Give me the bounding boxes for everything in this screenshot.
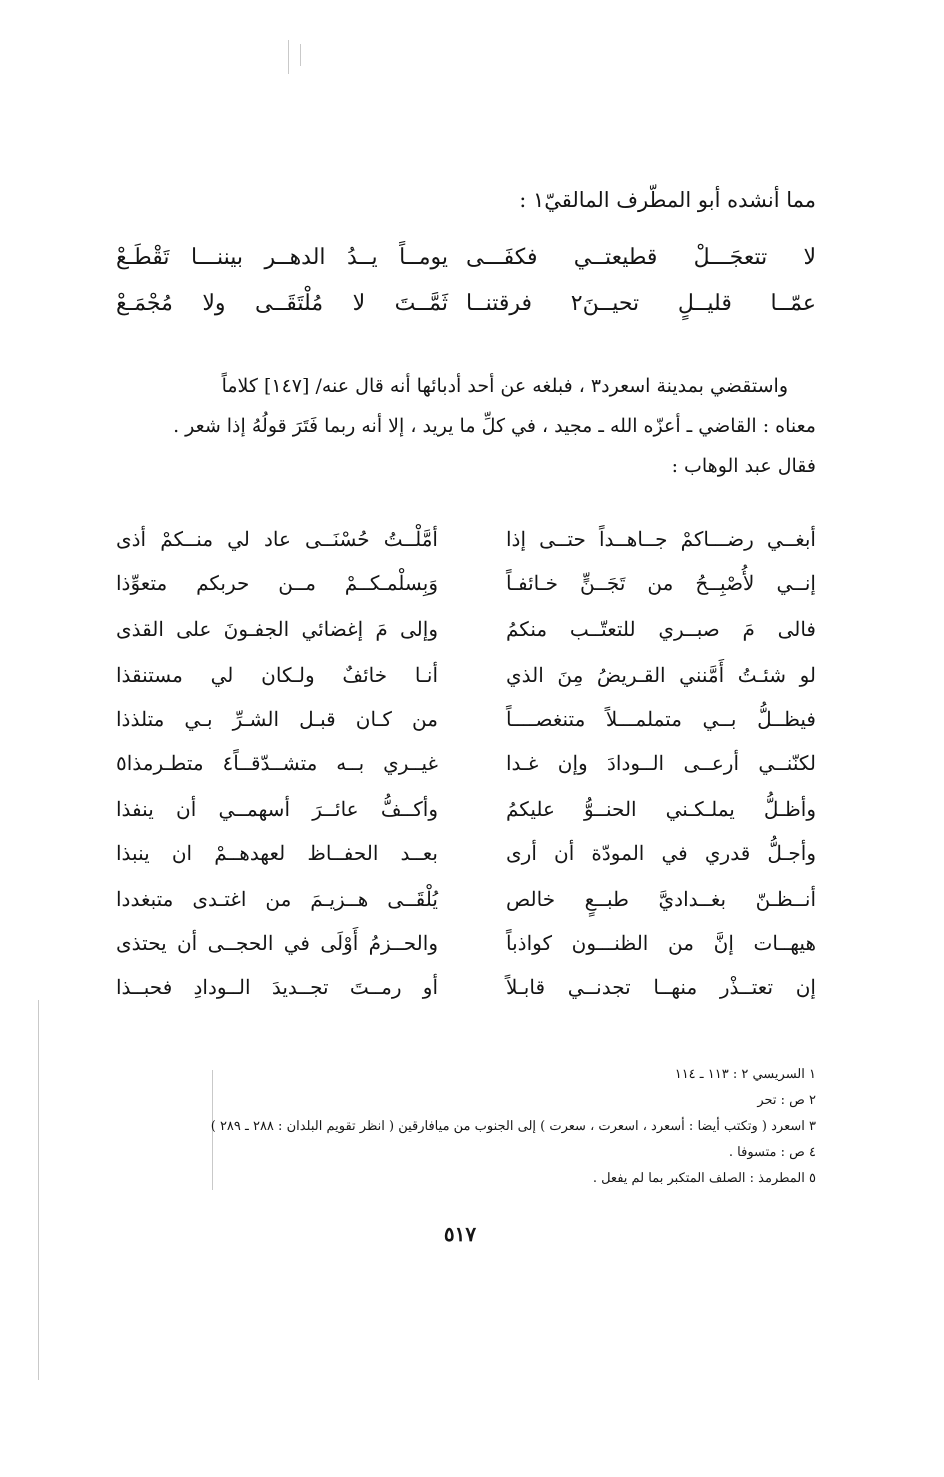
scan-artifact	[300, 44, 301, 66]
verse-first-hemistich: أنــظـنّ بغــداديَّ طبــعٍ خالص	[506, 887, 816, 911]
verse-first-hemistich: لو شئـتُ أَمَّنني القـريضُ مِنَ الذي	[506, 663, 816, 687]
verse-second-hemistich: يُلْقَــى هــزيـمَ من اغتـدى متبغددا	[116, 887, 438, 911]
prose-line: واستقضي بمدينة اسعرد٣ ، فبلغه عن أحد أدبائها أنه قال عنه/ [١٤٧] كلاماً	[221, 375, 788, 397]
poem-line	[116, 566, 816, 600]
verse-second-hemistich: ثَمَّــتَ لا مُلْتَقَــى ولا مُجْمَـعْ	[116, 291, 448, 316]
poem-line	[116, 522, 816, 556]
verse-first-hemistich: لا تتعجَـــلْ قطيعتــي فكفَـــى	[466, 245, 816, 270]
poem-line	[116, 792, 816, 826]
verse-first-hemistich: لكنّنــي أرعــى الــودادَ وإن غـدا	[506, 751, 816, 775]
scan-artifact	[288, 40, 289, 74]
prose-line: فقال عبد الوهاب :	[671, 455, 816, 477]
verse-second-hemistich: أمَّلْــتُ حُسْنَــى عاد لي منــكمْ أذى	[116, 527, 438, 551]
verse-second-hemistich: من كـان قبـل الشـرِّ بـي متلذذا	[116, 707, 438, 731]
poem-line	[116, 658, 816, 692]
poem-line	[116, 702, 816, 736]
verse-second-hemistich: وأكــفُّ عائــرَ أسهمــي أن ينفذا	[116, 797, 438, 821]
poem-line	[116, 612, 816, 646]
poem-intro: مما أنشده أبو المطّرف المالقيّ١ :	[519, 188, 816, 212]
scan-artifact	[38, 1000, 39, 1380]
verse-second-hemistich: أنـا خائفٌ ولـكان لي مستنقذا	[116, 663, 438, 687]
verse-first-hemistich: إنــي لأُصْبِــحُ من تَجَــنٍّ خـائفـاً	[506, 571, 816, 595]
verse-first-hemistich: هيهــات إنَّ من الظنـــون كواذباً	[506, 931, 816, 955]
poem-line	[116, 970, 816, 1004]
footnote: ١ السريسي ٢ : ١١٣ ـ ١١٤	[674, 1067, 816, 1082]
verse-second-hemistich: وَبِسلْمـكــمْ مــن حربكم متعوِّذا	[116, 571, 438, 595]
footnote: ٤ ص : متسوفا .	[728, 1145, 816, 1160]
verse-second-hemistich: أو رمــتَ تجــديدَ الــودادِ فحبــذا	[116, 975, 438, 999]
verse-first-hemistich: فيظــلُّ بــي متملمـــلاً متنغصــــاً	[506, 707, 816, 731]
verse-second-hemistich: غيــري بــه متشــدّقــاً٤ متطـرمذا٥	[116, 751, 438, 775]
verse-first-hemistich: وأظـلُّ يملـكـني الحنــوُّ عليكمُ	[506, 797, 816, 821]
footnote: ٢ ص : تحر	[757, 1093, 816, 1108]
footnotes	[116, 1062, 816, 1192]
verse-second-hemistich: بعــد الحفــاظ لعهدهــمْ ان ينبذا	[116, 841, 438, 865]
footnote: ٥ المطرمذ : الصلف المتكبر بما لم يفعل .	[592, 1171, 816, 1186]
verse-first-hemistich: وأجـلُّ قدري في المودّة أن أرى	[506, 841, 816, 865]
verse-first-hemistich: إن تعتــذْر منهــا تجدنــي قابـلاً	[506, 975, 816, 999]
verse-second-hemistich: والحــزمُ أَوْلَى في الحجــى أن يحتذى	[116, 931, 438, 955]
poem-line	[116, 926, 816, 960]
verse-first-hemistich: فالى مَ صبــري للتعتّــب منكمُ	[506, 617, 816, 641]
verse-first-hemistich: أبغــي رضـــاكمْ جــاهــداً حتــى إذا	[506, 527, 816, 551]
page-number: ٥١٧	[443, 1222, 477, 1246]
verse-second-hemistich: يومــاً يــدُ الدهــر بيننـــا تَقْطَـعْ	[116, 245, 448, 270]
poem-line	[116, 746, 816, 780]
verse-second-hemistich: وإلى مَ إغضائي الجفـونَ على القذى	[116, 617, 438, 641]
poem-line	[116, 836, 816, 870]
verse-first-hemistich: عمّــا قليــلٍ تحيــنَ٢ فرقتنــا	[466, 291, 816, 316]
poem-line	[116, 882, 816, 916]
prose-line: معناه : القاضي ـ أعزّه الله ـ مجيد ، في كلِّ ما يريد ، إلا أنه ربما فَتَرَ قولُهُ إذا شعر .	[173, 415, 816, 437]
footnote: ٣ اسعرد ( وتكتب أيضا : أسعرد ، اسعرت ، سعرت ) إلى الجنوب من ميافارقين ( انظر تقويم البلدان : ٢٨٨ ـ ٢٨٩ )	[210, 1119, 816, 1134]
prose-paragraph	[126, 366, 816, 486]
